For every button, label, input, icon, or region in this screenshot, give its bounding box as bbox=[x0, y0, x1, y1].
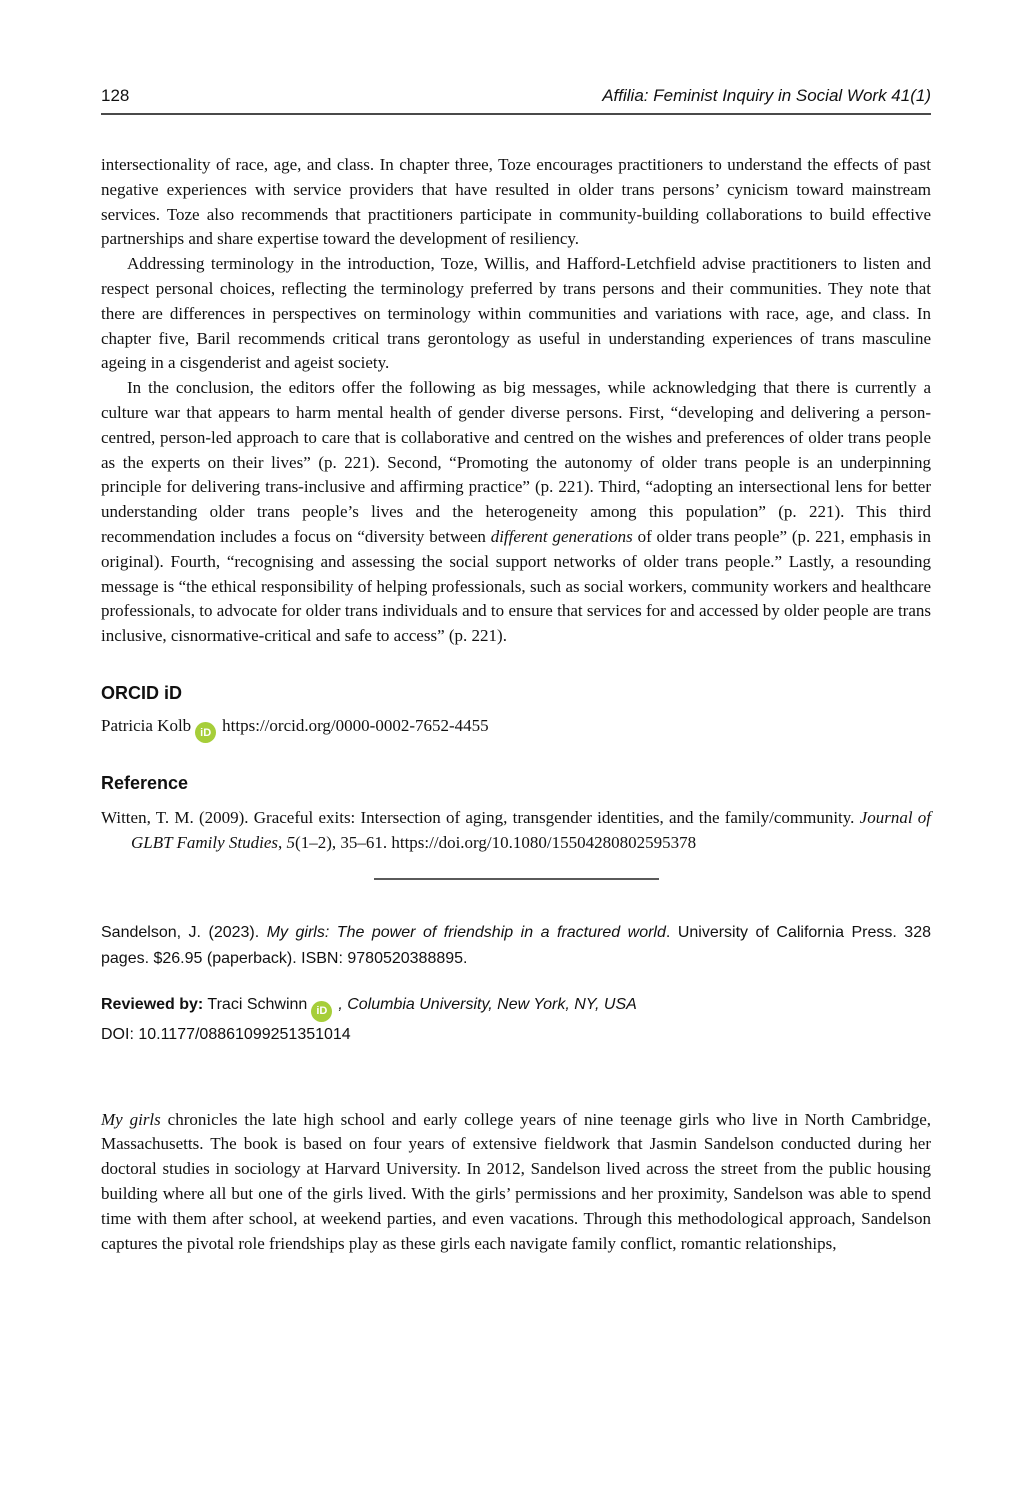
reviewed-by-label: Reviewed by: bbox=[101, 996, 204, 1014]
running-head bbox=[101, 86, 931, 115]
reviewer-orcid-id-icon[interactable]: iD bbox=[311, 1001, 332, 1022]
reviewer-affiliation: , Columbia University, New York, NY, USA bbox=[338, 996, 637, 1014]
article-paragraph-1: intersectionality of race, age, and class. In chapter three, Toze encourages practitioners to understand the effects of past negative experiences with service providers that have resulted in older trans persons’ cynicism toward mainstream services. Toze also recommends that practitioners participate in community-building collaborations to build effective partnerships and share expertise toward the development of resiliency. bbox=[101, 155, 931, 249]
article-paragraph-2: Addressing terminology in the introduction, Toze, Willis, and Hafford-Letchfield advise practitioners to listen and respect personal choices, reflecting the terminology preferred by trans persons and their communities. They note that there are differences in perspectives on terminology within communities and variations with race, age, and class. In chapter five, Baril recommends critical trans gerontology as useful in understanding experiences of trans masculine ageing in a cisgenderist and ageist society. bbox=[101, 254, 931, 373]
article-paragraph-3: In the conclusion, the editors offer the following as big messages, while acknowledging that there is currently a culture war that appears to harm mental health of gender diverse persons. First, “developing and delivering a person-centred, person-led approach to care that is collaborative and centred on the wishes and preferences of older trans people as the experts on their lives” (p. 221). Second, “Promoting the autonomy of older trans people is an underpinning principle for delivering trans-inclusive and affirming practice” (p. 221). Third, “adopting an intersectional lens for better understanding older trans people’s lives and the heterogeneity among this population” (p. 221). This third recommendation includes a focus on “diversity between different generations of older trans people” (p. 221, emphasis in original). Fourth, “recognising and assessing the social support networks of older trans people.” Lastly, a resounding message is “the ethical responsibility of helping professionals, such as social workers, community workers and healthcare professionals, to advocate for older trans individuals and to ensure that services for and accessed by older people are trans inclusive, cisnormative-critical and safe to access” (p. 221). bbox=[101, 378, 931, 646]
orcid-id-icon[interactable]: iD bbox=[195, 722, 216, 743]
page-number: 128 bbox=[101, 86, 130, 105]
review-doi[interactable]: DOI: 10.1177/08861099251351014 bbox=[101, 1025, 351, 1043]
review-byline bbox=[101, 992, 931, 1022]
reference-section-heading: Reference bbox=[101, 773, 189, 794]
reference-section bbox=[101, 773, 931, 856]
section-divider bbox=[374, 878, 659, 880]
orcid-url-link[interactable]: https://orcid.org/0000-0002-7652-4455 bbox=[222, 715, 489, 735]
book-citation: Sandelson, J. (2023). My girls: The power of friendship in a fractured world. University of California Press. 328 pages. $26.95 (paperback). ISBN: 9780520388895. bbox=[101, 924, 932, 968]
page-content bbox=[101, 86, 931, 1256]
review-paragraph-1: My girls chronicles the late high school and early college years of nine teenage girls who live in North Cambridge, Massachusetts. The book is based on four years of extensive fieldwork that Jasmin Sandelson conducted during her doctoral studies in sociology at Harvard University. In 2012, Sandelson lived across the street from the public housing building where all but one of the girls lived. With the girls’ permissions and her proximity, Sandelson was able to spend time with them after school, at weekend parties, and even vacations. Through this methodological approach, Sandelson captures the pivotal role friendships play as these girls each navigate family conflict, romantic relationships, bbox=[101, 1109, 931, 1253]
orcid-section bbox=[101, 683, 931, 744]
journal-title: Affilia: Feminist Inquiry in Social Work 41(1) bbox=[602, 86, 931, 105]
orcid-line bbox=[101, 716, 931, 744]
reference-entry: Witten, T. M. (2009). Graceful exits: Intersection of aging, transgender identities, and the family/community. Journal of GLBT Family Studies, 5(1–2), 35–61. https://doi.org/10.1080/15504280802595378 bbox=[101, 808, 931, 853]
orcid-section-heading: ORCID iD bbox=[101, 682, 182, 703]
reviewer-name: Traci Schwinn bbox=[203, 996, 308, 1014]
author-name: Patricia Kolb bbox=[101, 715, 192, 735]
